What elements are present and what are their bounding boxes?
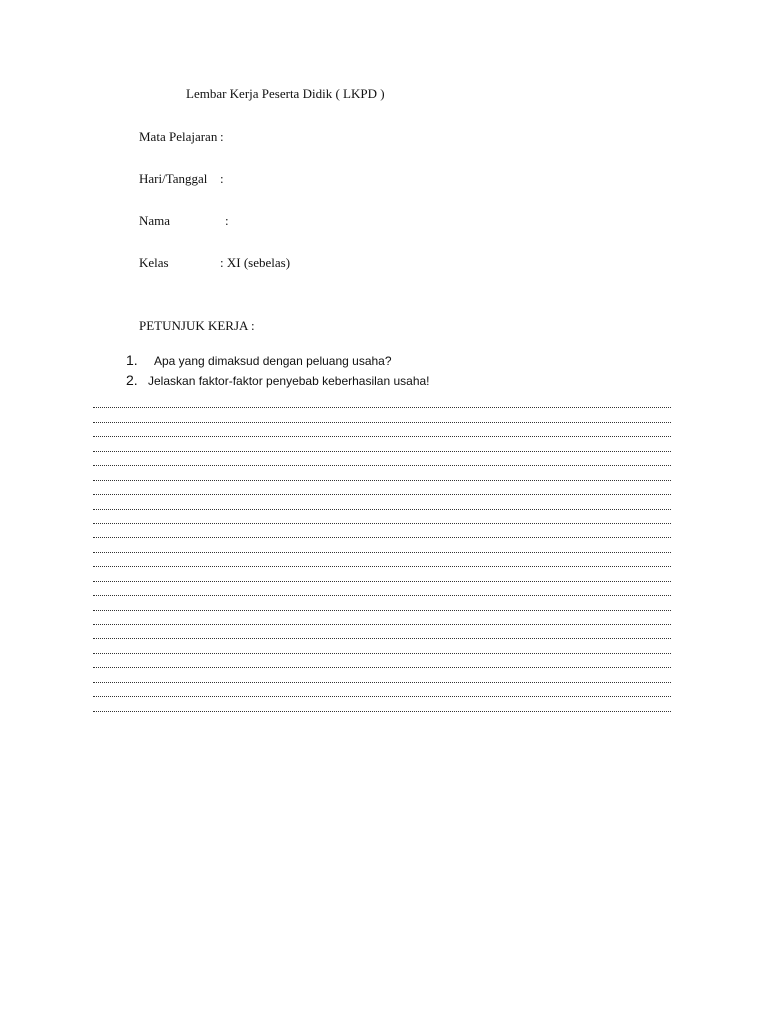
answer-line [93, 394, 671, 408]
question-text: Apa yang dimaksud dengan peluang usaha? [154, 354, 392, 368]
answer-line [93, 466, 671, 480]
answer-line [93, 683, 671, 697]
field-label: Kelas [139, 255, 169, 270]
field-label: Mata Pelajaran [139, 129, 218, 144]
answer-line [93, 625, 671, 639]
answer-line [93, 452, 671, 466]
answer-lines [93, 394, 671, 712]
answer-line [93, 538, 671, 552]
answer-line [93, 408, 671, 422]
answer-line [93, 437, 671, 451]
field-value: : [220, 129, 224, 144]
answer-line [93, 668, 671, 682]
question-text: Jelaskan faktor-faktor penyebab keberhasilan usaha! [148, 374, 430, 388]
answer-line [93, 582, 671, 596]
answer-line [93, 423, 671, 437]
answer-line [93, 611, 671, 625]
answer-line [93, 697, 671, 711]
field-value: : [220, 171, 224, 186]
question-number: 2. [126, 372, 138, 388]
answer-line [93, 495, 671, 509]
answer-line [93, 567, 671, 581]
question-number: 1. [126, 352, 138, 368]
field-label: Nama [139, 213, 171, 228]
answer-line [93, 481, 671, 495]
field-value: : [225, 213, 229, 228]
answer-line [93, 654, 671, 668]
answer-line [93, 510, 671, 524]
document-title: Lembar Kerja Peserta Didik ( LKPD ) [186, 86, 385, 101]
answer-line [93, 596, 671, 610]
answer-line [93, 524, 671, 538]
field-label: Hari/Tanggal [139, 171, 208, 186]
answer-line [93, 553, 671, 567]
instructions-heading: PETUNJUK KERJA : [139, 318, 255, 333]
answer-line [93, 639, 671, 653]
field-value: : XI (sebelas) [220, 255, 291, 270]
